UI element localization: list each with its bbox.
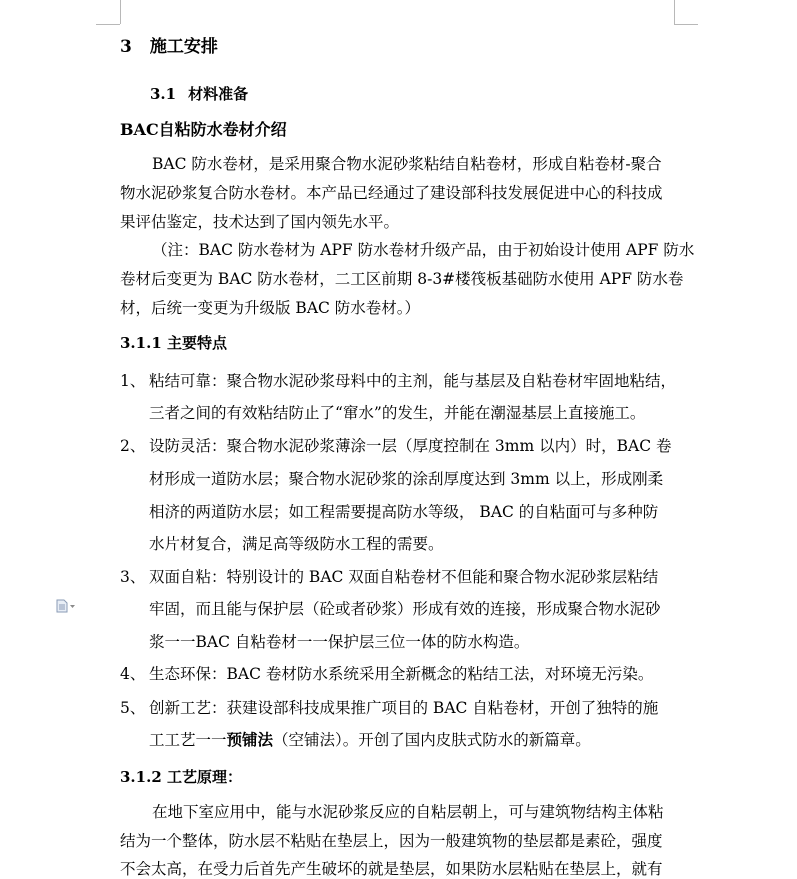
subsection-title: 材料准备 xyxy=(188,85,249,103)
principle-line: 在地下室应用中，能与水泥砂浆反应的自粘层朝上，可与建筑物结构主体粘 xyxy=(152,803,664,821)
intro-line: BAC 防水卷材，是采用聚合物水泥砂浆粘结自粘卷材，形成自粘卷材-聚合 xyxy=(152,155,662,173)
note-line: 材，后统一变更为升级版 BAC 防水卷材。） xyxy=(120,299,421,317)
list-item-line: 水片材复合，满足高等级防水工程的需要。 xyxy=(149,535,444,553)
page-corner-mark-left xyxy=(96,24,120,25)
section-heading xyxy=(120,37,218,57)
list-item-bold-text: 预铺法 xyxy=(226,730,274,749)
list-item-line: 三者之间的有效粘结防止了“窜水”的发生，并能在潮湿基层上直接施工。 xyxy=(149,404,646,422)
list-item-text: （空铺法）。开创了国内皮肤式防水的新篇章。 xyxy=(273,731,591,749)
list-item-line: 创新工艺：获建设部科技成果推广项目的 BAC 自粘卷材，开创了独特的施 xyxy=(149,699,659,717)
subsection-heading xyxy=(150,84,248,104)
list-number: 3、 xyxy=(120,568,146,586)
page-corner-mark-right xyxy=(674,24,698,25)
note-line: 卷材后变更为 BAC 防水卷材，二工区前期 8-3#楼筏板基础防水使用 APF 防水卷 xyxy=(120,270,684,288)
intro-heading: BAC自粘防水卷材介绍 xyxy=(120,120,287,139)
intro-line: 果评估鉴定，技术达到了国内领先水平。 xyxy=(120,213,400,231)
features-heading: 3.1.1 主要特点 xyxy=(120,334,227,352)
principle-heading: 3.1.2 工艺原理： xyxy=(120,768,242,786)
list-item-line: 浆一一BAC 自粘卷材一一保护层三位一体的防水构造。 xyxy=(149,633,530,651)
list-item-line: 牢固，而且能与保护层（砼或者砂浆）形成有效的连接，形成聚合物水泥砂 xyxy=(149,600,661,618)
list-number: 4、 xyxy=(120,665,146,683)
paragraph-options-icon[interactable] xyxy=(55,599,77,613)
list-number: 1、 xyxy=(120,372,146,390)
list-item-line: 生态环保：BAC 卷材防水系统采用全新概念的粘结工法，对环境无污染。 xyxy=(149,665,654,683)
list-item-line: 相济的两道防水层；如工程需要提高防水等级， BAC 的自粘面可与多种防 xyxy=(149,503,659,521)
principle-line: 结为一个整体，防水层不粘贴在垫层上，因为一般建筑物的垫层都是素砼，强度 xyxy=(120,832,663,850)
list-number: 2、 xyxy=(120,437,146,455)
list-number: 5、 xyxy=(120,699,146,717)
list-item-line: 双面自粘：特别设计的 BAC 双面自粘卷材不但能和聚合物水泥砂浆层粘结 xyxy=(149,568,659,586)
list-item-line: 材形成一道防水层；聚合物水泥砂浆的涂刮厚度达到 3mm 以上，形成刚柔 xyxy=(149,470,664,488)
section-number: 3 xyxy=(120,37,132,57)
list-item-line: 粘结可靠：聚合物水泥砂浆母料中的主剂，能与基层及自粘卷材牢固地粘结， xyxy=(149,372,677,390)
list-item-line xyxy=(149,730,591,750)
subsection-number: 3.1 xyxy=(150,85,177,103)
list-item-text: 工工艺一一 xyxy=(149,731,227,749)
intro-line: 物水泥砂浆复合防水卷材。本产品已经通过了建设部科技发展促进中心的科技成 xyxy=(120,184,663,202)
section-title: 施工安排 xyxy=(149,37,218,57)
list-item-line: 设防灵活：聚合物水泥砂浆薄涂一层（厚度控制在 3mm 以内）时，BAC 卷 xyxy=(149,437,672,455)
note-line: （注：BAC 防水卷材为 APF 防水卷材升级产品，由于初始设计使用 APF 防水 xyxy=(152,241,695,259)
page-corner-mark-right-v xyxy=(674,0,675,24)
principle-line: 不会太高，在受力后首先产生破坏的就是垫层，如果防水层粘贴在垫层上，就有 xyxy=(120,860,663,878)
page-corner-mark-left-v xyxy=(120,0,121,24)
